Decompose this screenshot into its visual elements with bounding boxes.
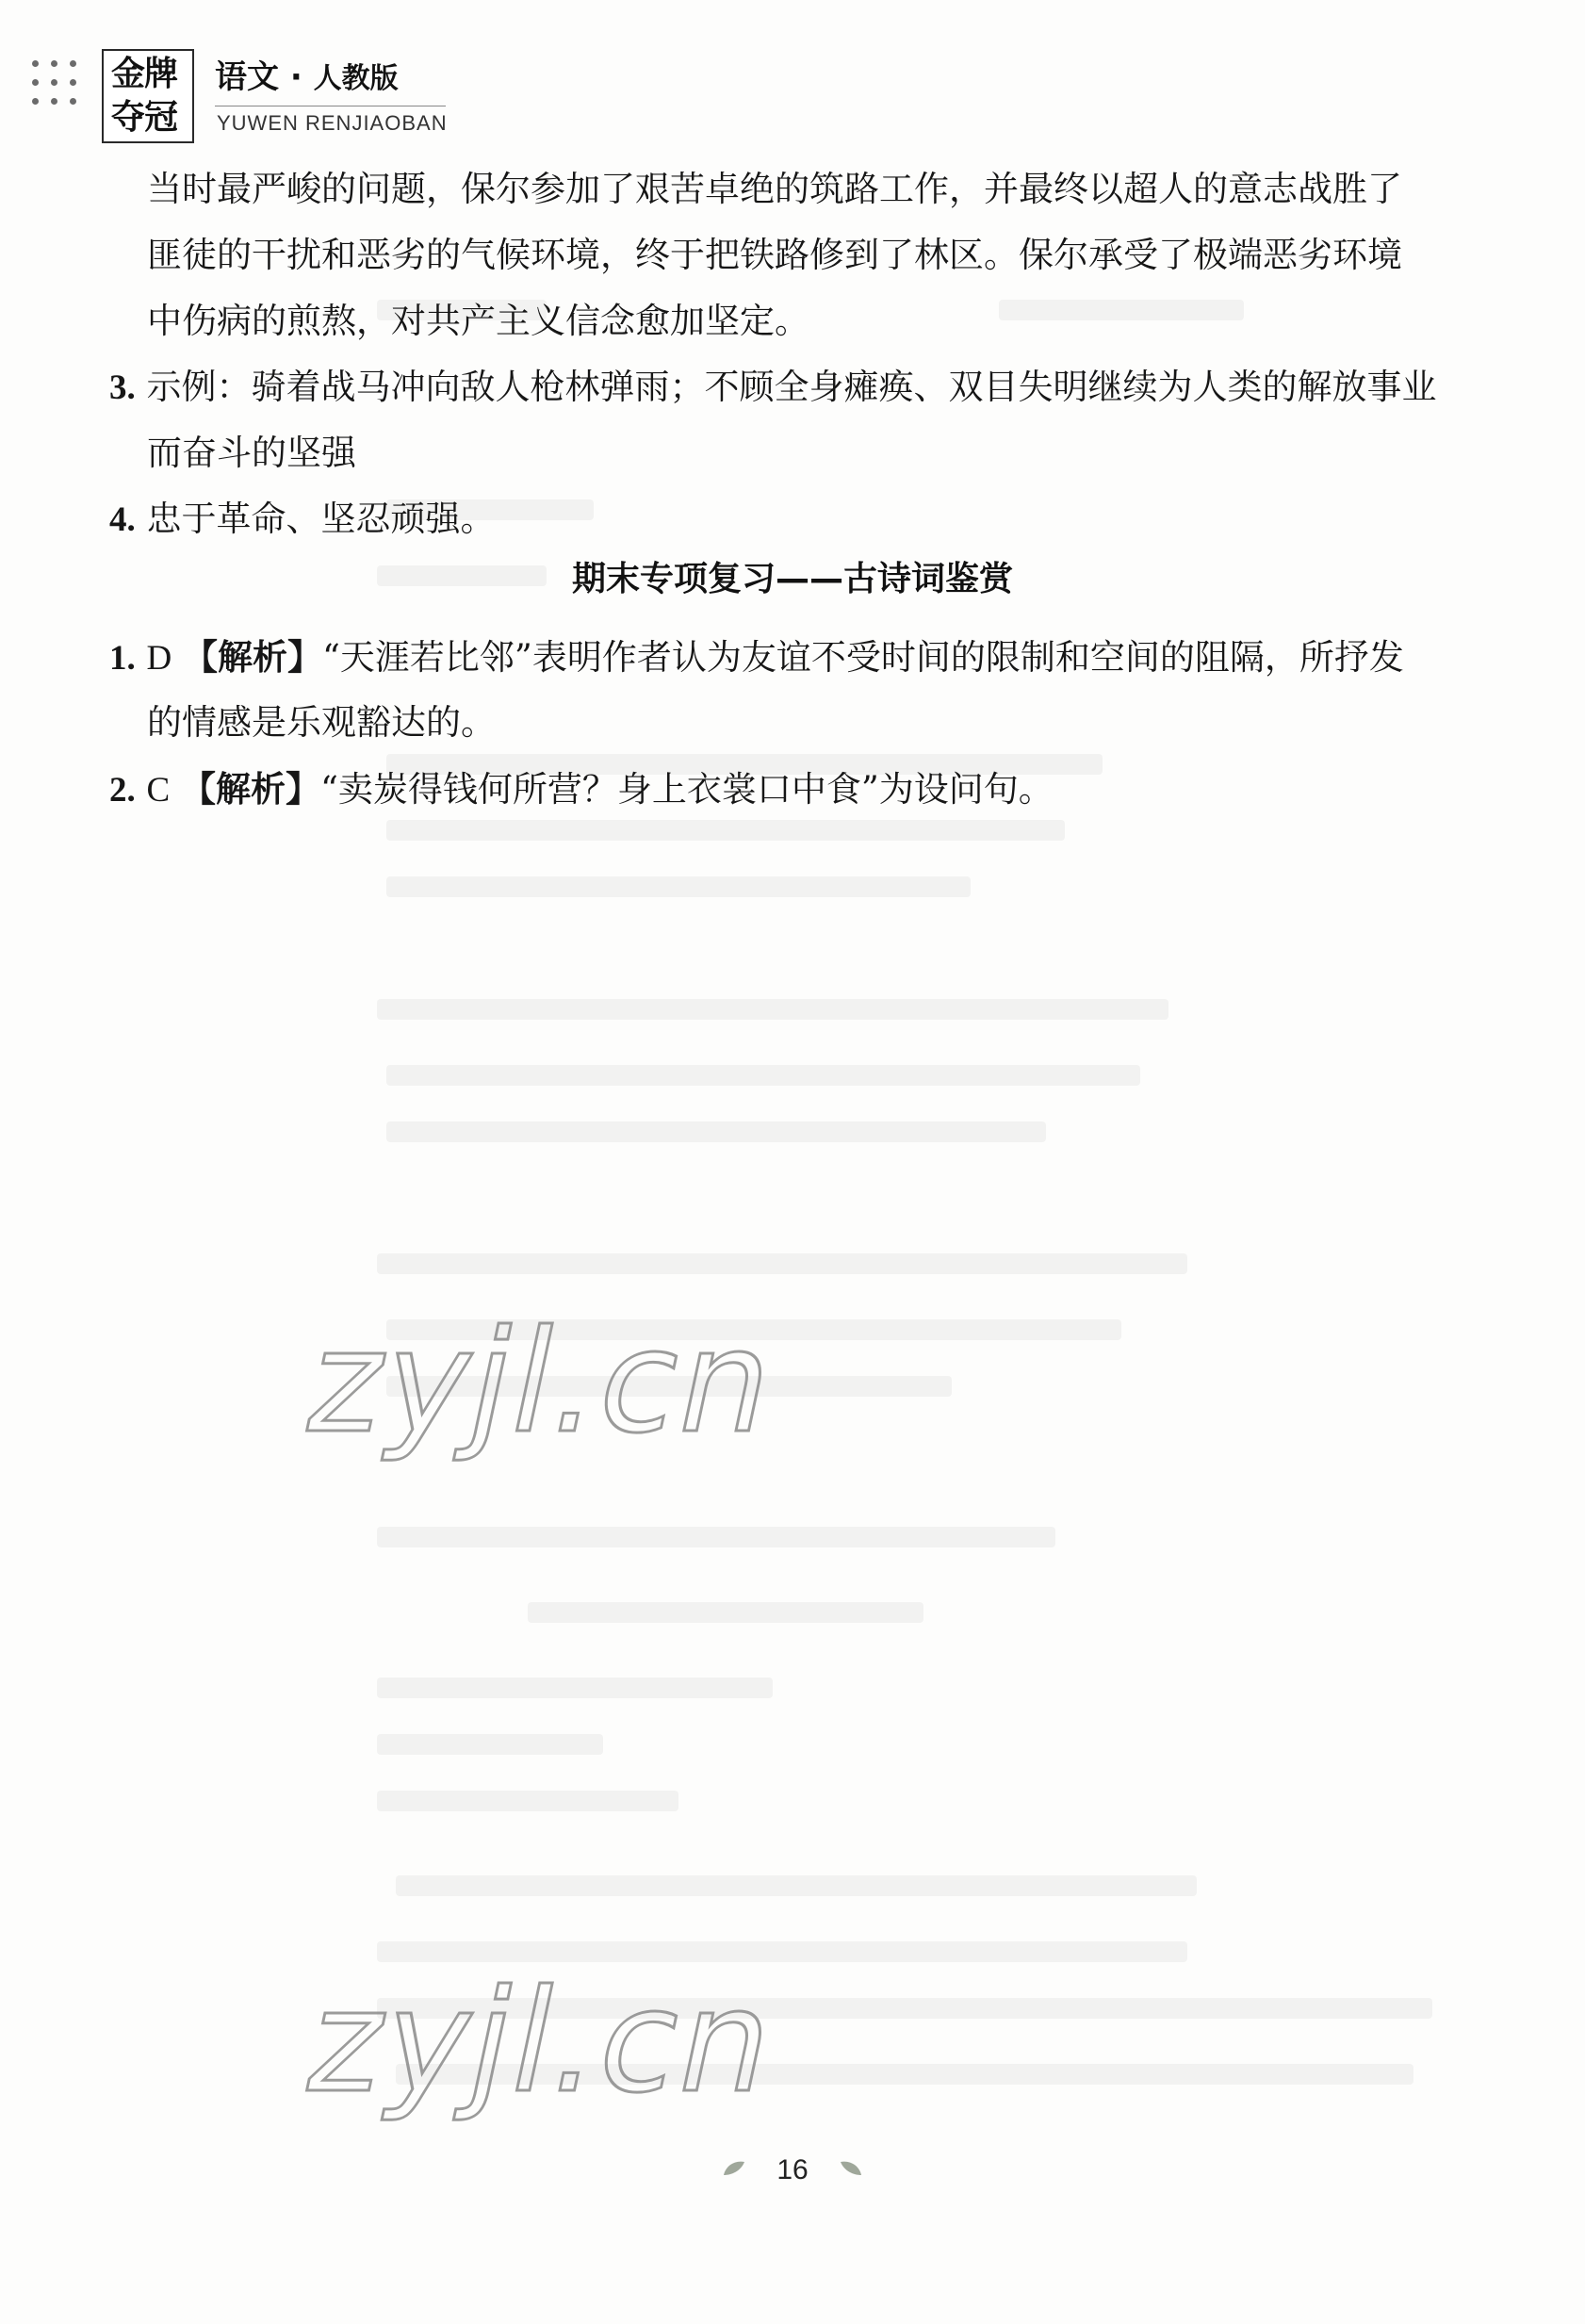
q1-analysis-line-1: “天涯若比邻”表明作者认为友谊不受时间的限制和空间的阻隔，所抒发 bbox=[322, 637, 1404, 678]
item-3-text-line-1: 示例：骑着战马冲向敌人枪林弹雨；不顾全身瘫痪、双目失明继续为人类的解放事业 bbox=[146, 367, 1437, 407]
item-3 bbox=[109, 364, 1437, 412]
q1-number: 1. bbox=[109, 639, 136, 678]
title-separator: · bbox=[289, 58, 302, 96]
watermark-2: zyjl.cn bbox=[293, 1960, 791, 2124]
item-4 bbox=[109, 496, 496, 544]
item-3-number: 3. bbox=[109, 368, 136, 407]
paragraph-line-2: 匪徒的干扰和恶劣的气候环境，终于把铁路修到了林区。保尔承受了极端恶劣环境 bbox=[147, 235, 1402, 275]
item-4-number: 4. bbox=[109, 500, 136, 539]
q1-analysis-label: 【解析】 bbox=[183, 636, 323, 678]
q1-analysis-line-2: 的情感是乐观豁达的。 bbox=[147, 702, 496, 743]
page-number: 16 bbox=[776, 2154, 809, 2185]
paragraph-line-3: 中伤病的煎熬，对共产主义信念愈加坚定。 bbox=[147, 301, 809, 341]
q2-answer: C bbox=[146, 771, 171, 810]
header-pinyin: YUWEN RENJIAOBAN bbox=[217, 111, 448, 135]
section-heading: 期末专项复习——古诗词鉴赏 bbox=[571, 560, 1013, 598]
header-dots-decoration bbox=[32, 60, 89, 126]
q1-answer: D bbox=[146, 639, 172, 678]
q2-analysis-text: “卖炭得钱何所营？身上衣裳口中食”为设问句。 bbox=[319, 769, 1054, 810]
question-2 bbox=[109, 765, 1054, 814]
leaf-right-icon bbox=[839, 2160, 863, 2177]
item-3-text-line-2: 而奋斗的坚强 bbox=[147, 433, 356, 473]
q2-number: 2. bbox=[109, 771, 136, 810]
q2-analysis-label: 【解析】 bbox=[180, 768, 320, 810]
paragraph-line-1: 当时最严峻的问题，保尔参加了艰苦卓绝的筑路工作，并最终以超人的意志战胜了 bbox=[147, 169, 1402, 209]
logo-line-1: 金牌 bbox=[111, 55, 178, 93]
brand-logo bbox=[102, 49, 194, 143]
header-title bbox=[215, 51, 399, 97]
logo-line-2: 夺冠 bbox=[111, 98, 178, 137]
subject-title: 语文 bbox=[215, 58, 279, 96]
watermark-1: zyjl.cn bbox=[293, 1301, 791, 1465]
question-1 bbox=[109, 633, 1404, 682]
edition-label: 人教版 bbox=[313, 62, 399, 95]
item-4-text: 忠于革命、坚忍顽强。 bbox=[146, 499, 496, 539]
